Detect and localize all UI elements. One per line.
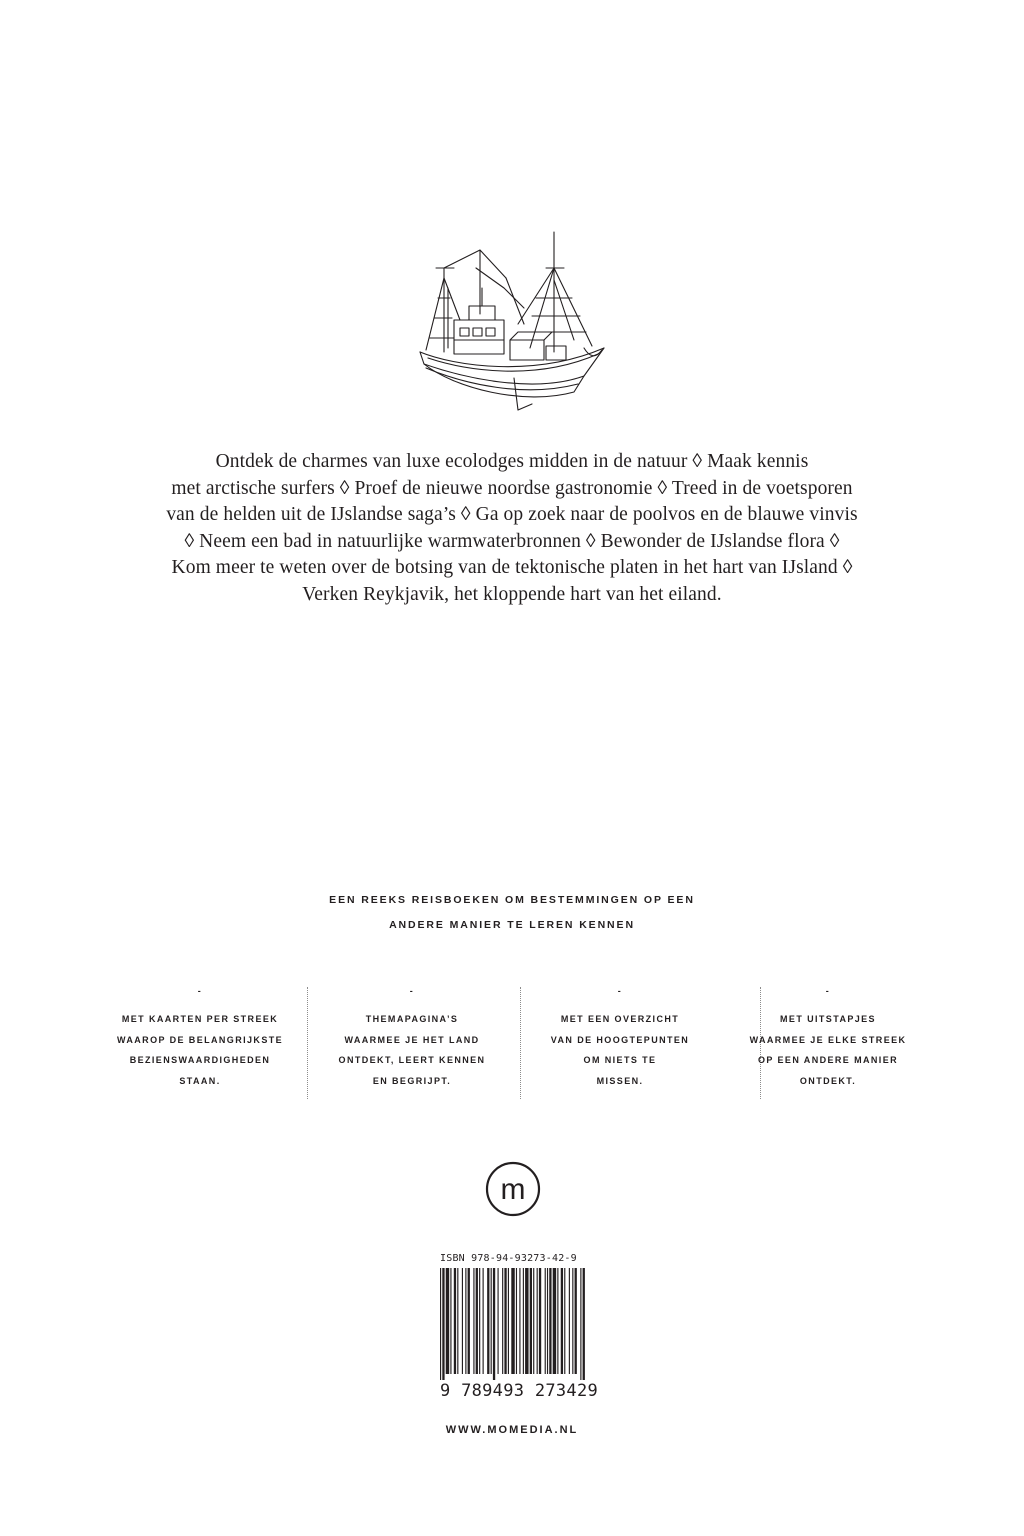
barcode-bar (561, 1268, 563, 1374)
barcode-bar (483, 1268, 484, 1374)
barcode-bar (457, 1268, 458, 1374)
barcode-number: 9 789493 273429 (440, 1381, 599, 1401)
feature-line: MISSEN. (596, 1075, 644, 1086)
feature-columns (100, 985, 924, 1100)
barcode-bar (545, 1268, 546, 1374)
feature-line: ONTDEKT, LEERT KENNEN (338, 1055, 486, 1065)
logo-letter: m (500, 1173, 526, 1206)
barcode-bar (487, 1268, 489, 1374)
barcode-bar (468, 1268, 470, 1374)
feature-line: WAARMEE JE HET LAND (344, 1034, 480, 1045)
feature-line: BEZIENSWAARDIGHEDEN (129, 1055, 271, 1065)
feature-column-themes (312, 985, 512, 1100)
barcode-bar (454, 1268, 456, 1374)
feature-line: THEMAPAGINA’S (365, 1014, 459, 1024)
blurb-line: ◊ Neem een bad in natuurlijke warmwaterbronnen ◊ Bewonder de IJslandse flora ◊ (184, 530, 840, 552)
feature-column-highlights (520, 985, 720, 1100)
barcode-bar (511, 1268, 514, 1374)
barcode-bar (572, 1268, 573, 1374)
barcode-bar (446, 1268, 449, 1374)
feature-line: OM NIETS TE (583, 1055, 657, 1065)
barcode-bar (569, 1268, 570, 1374)
barcode-bar (502, 1268, 503, 1374)
barcode-bar (537, 1268, 538, 1374)
barcode-bar (557, 1268, 558, 1374)
feature-line: VAN DE HOOGTEPUNTEN (550, 1034, 690, 1045)
barcode-bar (539, 1268, 541, 1374)
blurb-line: Verken Reykjavik, het kloppende hart van het eiland. (302, 583, 722, 605)
barcode-bar (491, 1268, 492, 1374)
barcode-bar (549, 1268, 551, 1374)
barcode-bar (498, 1268, 499, 1374)
feature-line: ONTDEKT. (799, 1075, 857, 1086)
feature-dash: - (617, 986, 623, 996)
fishing-boat-icon (414, 228, 610, 418)
column-divider (307, 987, 308, 1099)
series-line: EEN REEKS REISBOEKEN OM BESTEMMINGEN OP EEN (329, 894, 695, 906)
barcode-bar (516, 1268, 517, 1374)
barcode-bar (465, 1268, 466, 1374)
blurb-line: Ontdek de charmes van luxe ecolodges midden in de natuur ◊ Maak kennis (215, 451, 809, 472)
blurb-line: met arctische surfers ◊ Proef de nieuwe noordse gastronomie ◊ Treed in de voetsporen (171, 477, 853, 499)
barcode-bar (575, 1268, 577, 1374)
series-line: ANDERE MANIER TE LEREN KENNEN (389, 919, 635, 931)
barcode-bar (580, 1268, 581, 1380)
blurb-line: van de helden uit de IJslandse saga’s ◊ Ga op zoek naar de poolvos en de blauwe vinvis (166, 504, 858, 526)
barcode-bar (508, 1268, 509, 1374)
isbn-label: ISBN 978-94-93273-42-9 (440, 1253, 577, 1264)
feature-line: OP EEN ANDERE MANIER (757, 1055, 899, 1065)
feature-column-excursions (728, 985, 928, 1100)
feature-dash: - (409, 986, 415, 996)
feature-line: STAAN. (179, 1075, 221, 1086)
barcode-bar (479, 1268, 480, 1374)
publisher-url: WWW.MOMEDIA.NL (445, 1424, 579, 1436)
barcode-bar (525, 1268, 528, 1374)
feature-line: MET KAARTEN PER STREEK (121, 1014, 279, 1024)
feature-line: MET UITSTAPJES (780, 1014, 876, 1024)
barcode-bar (530, 1268, 532, 1374)
feature-column-maps (100, 985, 300, 1100)
publisher-logo-icon (485, 1161, 541, 1217)
barcode-bar (523, 1268, 524, 1374)
barcode-bar (493, 1268, 495, 1380)
feature-line: WAAROP DE BELANGRIJKSTE (116, 1034, 284, 1045)
barcode-bar (583, 1268, 585, 1380)
barcode-bar (564, 1268, 565, 1374)
blurb-line: Kom meer te weten over de botsing van de tektonische platen in het hart van IJsland ◊ (171, 557, 853, 579)
barcode-bar (547, 1268, 548, 1374)
barcode-bar (504, 1268, 506, 1374)
barcode-bar (462, 1268, 463, 1374)
feature-line: WAARMEE JE ELKE STREEK (749, 1034, 907, 1045)
barcode-bar (473, 1268, 474, 1374)
barcode-bar (442, 1268, 444, 1380)
series-tagline (200, 888, 824, 938)
barcode-bar (533, 1268, 534, 1374)
barcode-bar (519, 1268, 520, 1374)
feature-dash: - (197, 986, 203, 996)
barcode-bar (476, 1268, 478, 1374)
barcode-bars (440, 1268, 586, 1380)
feature-line: EN BEGRIJPT. (372, 1075, 452, 1086)
feature-dash: - (825, 986, 831, 996)
barcode-bar (450, 1268, 451, 1374)
blurb-text (150, 449, 874, 609)
barcode-bar (440, 1268, 441, 1380)
barcode-bar (553, 1268, 556, 1374)
feature-line: MET EEN OVERZICHT (560, 1014, 680, 1024)
